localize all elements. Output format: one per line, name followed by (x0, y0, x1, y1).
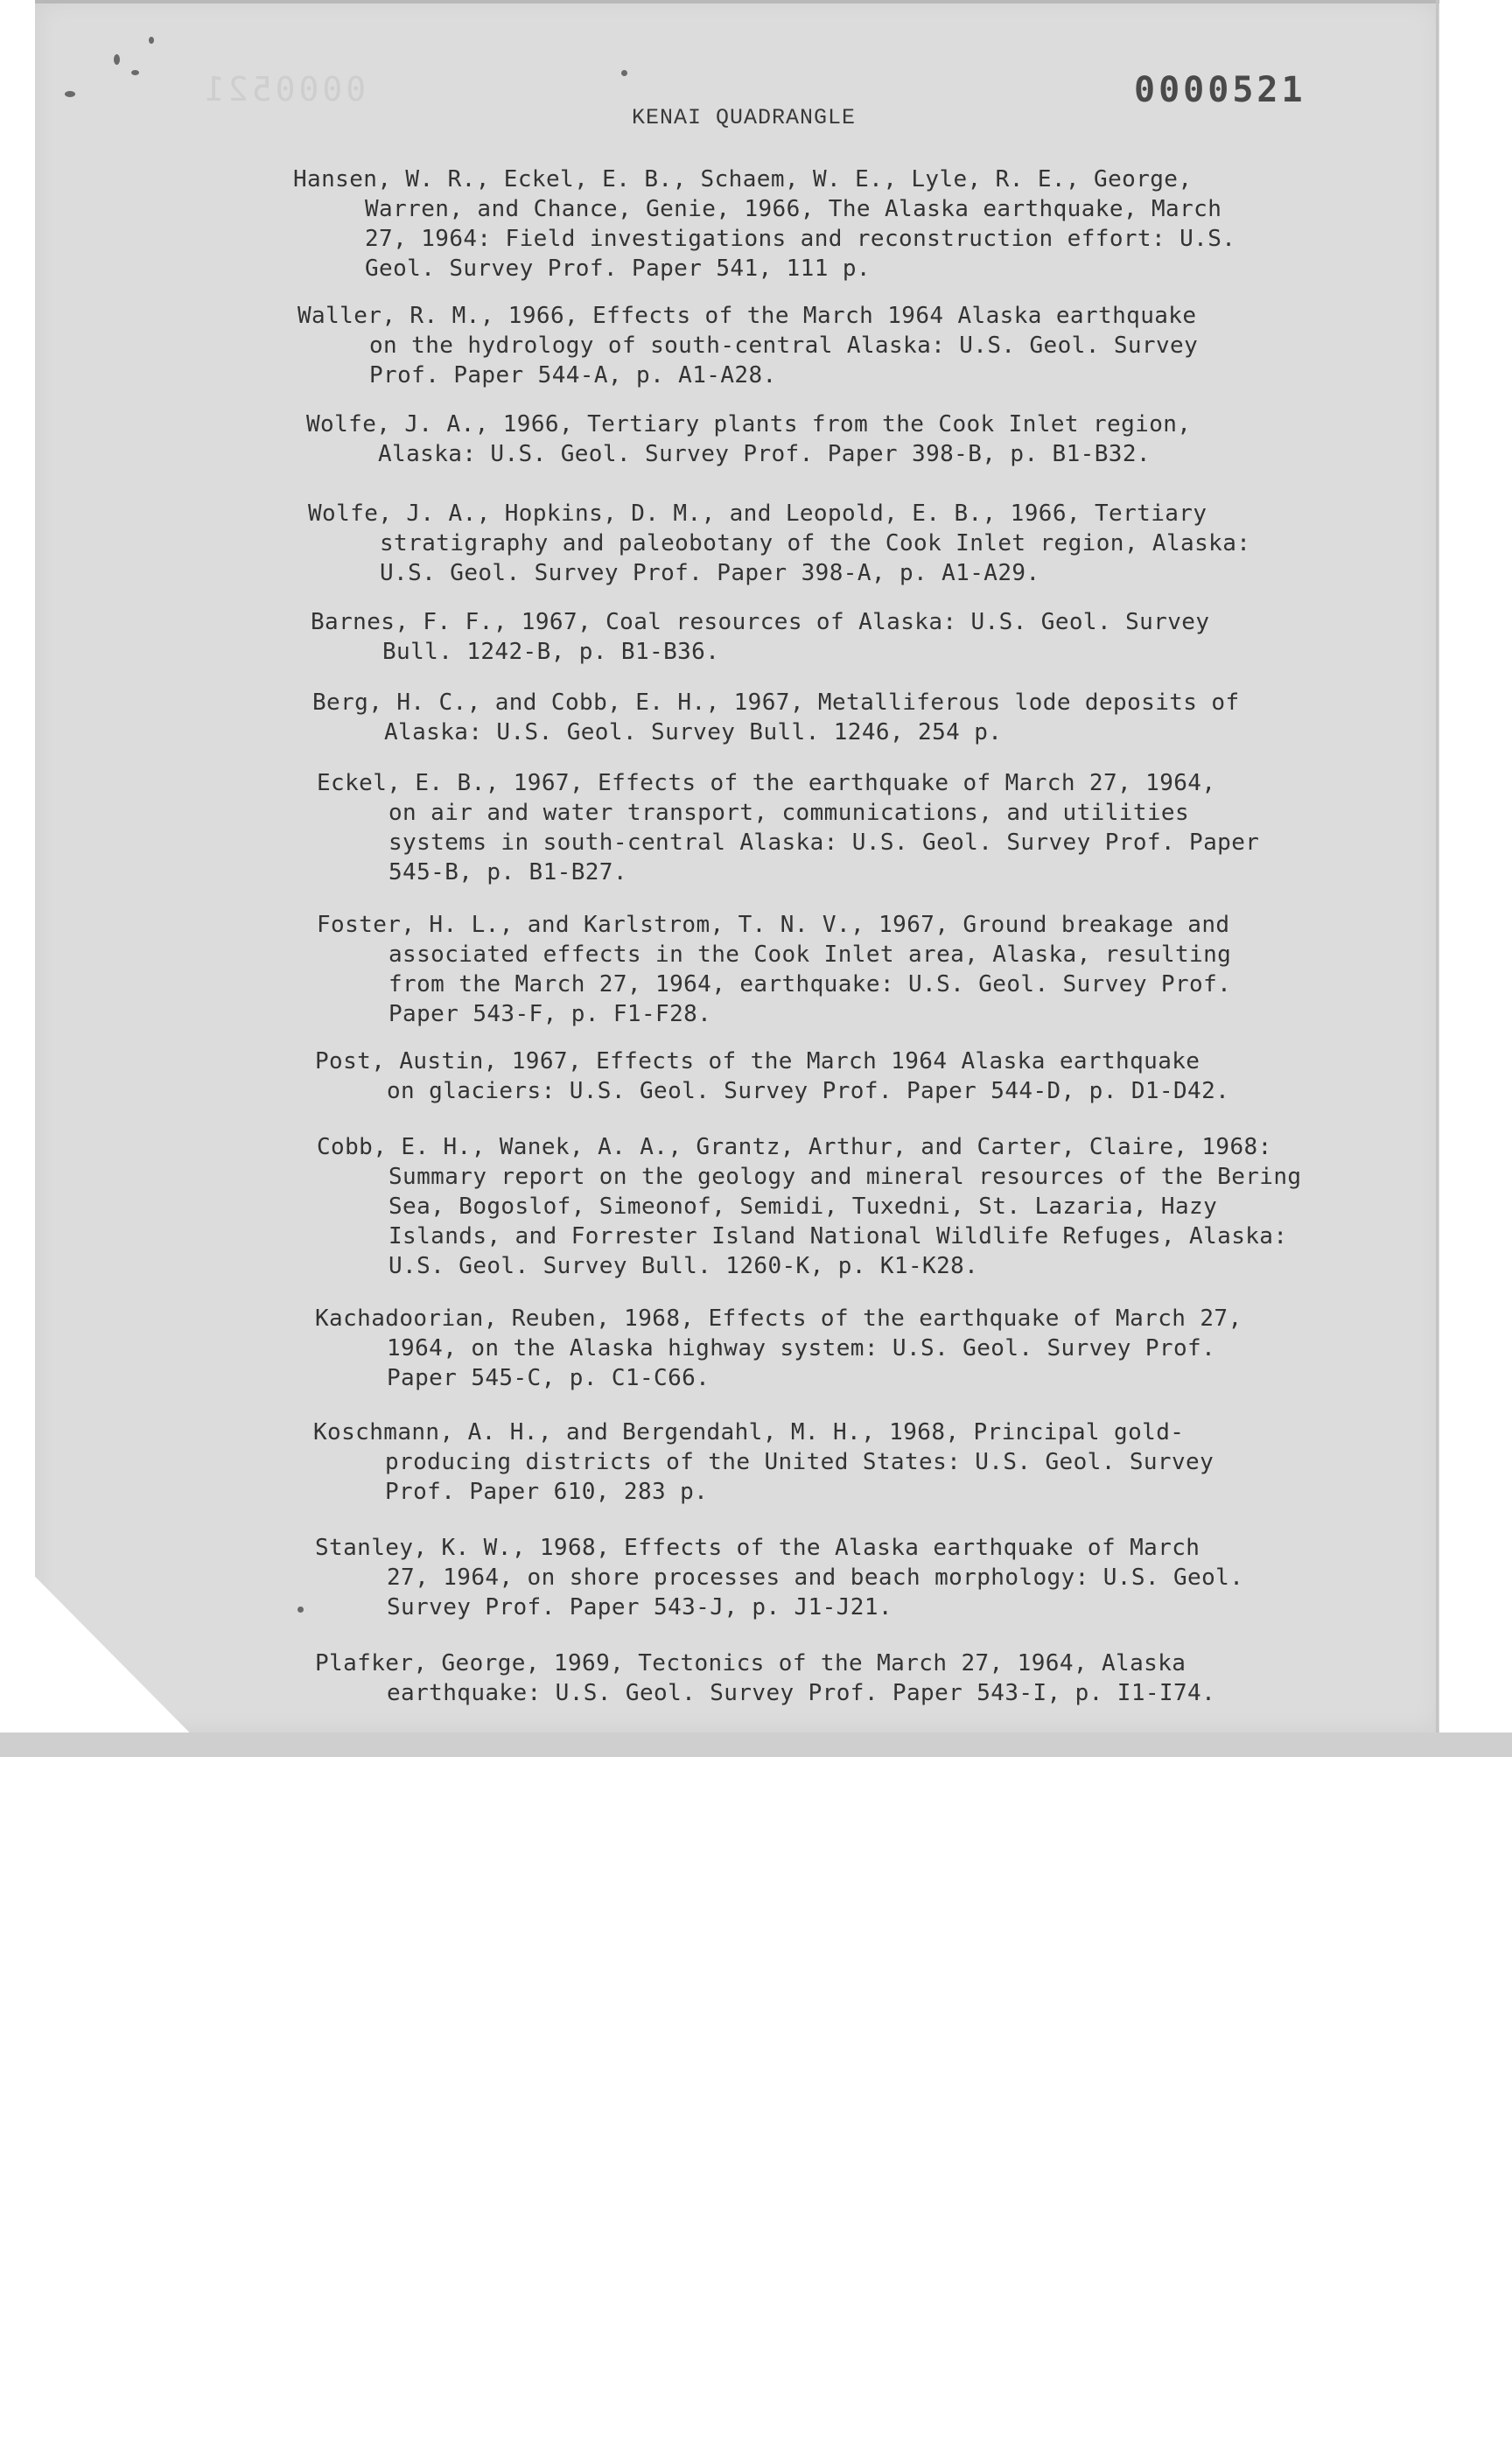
scan-speck (114, 54, 120, 65)
entry-line: Sea, Bogoslof, Simeonof, Semidi, Tuxedni, St. Lazaria, Hazy (388, 1194, 1218, 1220)
entry-line: Hansen, W. R., Eckel, E. B., Schaem, W. E., Lyle, R. E., George, (293, 166, 1193, 192)
reference-entry (315, 1304, 1242, 1393)
entry-line: Alaska: U.S. Geol. Survey Prof. Paper 398-B, p. B1-B32. (378, 441, 1151, 467)
document-number: 0000521 (1134, 70, 1306, 110)
entry-line: Survey Prof. Paper 543-J, p. J1-J21. (387, 1594, 892, 1620)
reference-entry (315, 1648, 1215, 1708)
entry-line: Plafker, George, 1969, Tectonics of the March 27, 1964, Alaska (315, 1650, 1186, 1676)
entry-line: Kachadoorian, Reuben, 1968, Effects of the earthquake of March 27, (315, 1306, 1242, 1332)
entry-line: Summary report on the geology and mineral resources of the Bering (388, 1164, 1302, 1190)
entry-line: U.S. Geol. Survey Prof. Paper 398-A, p. A1-A29. (380, 560, 1040, 586)
entry-line: on air and water transport, communications, and utilities (388, 800, 1190, 826)
entry-line: Bull. 1242-B, p. B1-B36. (382, 639, 720, 665)
scan-speck (621, 70, 627, 76)
entry-line: stratigraphy and paleobotany of the Cook Inlet region, Alaska: (380, 530, 1251, 556)
reference-entry (298, 301, 1198, 390)
entry-line: Stanley, K. W., 1968, Effects of the Alaska earthquake of March (315, 1535, 1200, 1561)
entry-line: Waller, R. M., 1966, Effects of the March 1964 Alaska earthquake (298, 303, 1197, 329)
entry-line: Berg, H. C., and Cobb, E. H., 1967, Metalliferous lode deposits of (312, 690, 1240, 716)
entry-line: on glaciers: U.S. Geol. Survey Prof. Paper 544-D, p. D1-D42. (387, 1078, 1230, 1104)
entry-line: Geol. Survey Prof. Paper 541, 111 p. (365, 256, 871, 282)
entry-line: from the March 27, 1964, earthquake: U.S. Geol. Survey Prof. (388, 971, 1232, 998)
entry-line: Prof. Paper 544-A, p. A1-A28. (369, 362, 777, 388)
entry-line: Eckel, E. B., 1967, Effects of the earthquake of March 27, 1964, (317, 770, 1216, 796)
entry-line: Foster, H. L., and Karlstrom, T. N. V., 1967, Ground breakage and (317, 912, 1230, 938)
scan-speck (298, 1606, 304, 1613)
entry-line: Cobb, E. H., Wanek, A. A., Grantz, Arthur, and Carter, Claire, 1968: (317, 1134, 1272, 1160)
entry-line: U.S. Geol. Survey Bull. 1260-K, p. K1-K28. (388, 1253, 979, 1279)
scan-speck (131, 70, 139, 75)
entry-line: Koschmann, A. H., and Bergendahl, M. H., 1968, Principal gold- (313, 1419, 1185, 1446)
entry-line: 545-B, p. B1-B27. (388, 859, 627, 886)
entry-line: Alaska: U.S. Geol. Survey Bull. 1246, 254 p. (384, 719, 1003, 746)
entry-line: producing districts of the United States: U.S. Geol. Survey (385, 1449, 1214, 1475)
reference-entry (317, 768, 1259, 887)
reference-entry (312, 688, 1240, 747)
entry-line: associated effects in the Cook Inlet area, Alaska, resulting (388, 942, 1232, 968)
entry-line: Wolfe, J. A., Hopkins, D. M., and Leopold, E. B., 1966, Tertiary (308, 500, 1208, 527)
reference-entry (317, 1132, 1301, 1281)
document-title: KENAI QUADRANGLE (632, 105, 857, 130)
reference-entry (308, 499, 1250, 588)
entry-line: 1964, on the Alaska highway system: U.S. Geol. Survey Prof. (387, 1335, 1216, 1362)
entry-line: Warren, and Chance, Genie, 1966, The Alaska earthquake, March (365, 196, 1222, 222)
reference-entry (315, 1533, 1243, 1622)
sheet-right-edge (1436, 0, 1438, 1732)
sheet-top-edge (35, 0, 1439, 4)
reference-entry (313, 1418, 1214, 1507)
bleed-through-number: 0000521 (201, 70, 367, 108)
reference-entry (293, 164, 1236, 284)
entry-line: systems in south-central Alaska: U.S. Geol. Survey Prof. Paper (388, 830, 1260, 856)
entry-line: Islands, and Forrester Island National Wildlife Refuges, Alaska: (388, 1223, 1288, 1250)
reference-entry (317, 910, 1231, 1029)
reference-entry (311, 607, 1209, 667)
entry-line: on the hydrology of south-central Alaska: U.S. Geol. Survey (369, 332, 1199, 359)
entry-line: Prof. Paper 610, 283 p. (385, 1479, 709, 1505)
entry-line: Wolfe, J. A., 1966, Tertiary plants from the Cook Inlet region, (306, 411, 1192, 438)
scan-speck (149, 37, 154, 44)
entry-line: Paper 543-F, p. F1-F28. (388, 1001, 712, 1027)
entry-line: Post, Austin, 1967, Effects of the March 1964 Alaska earthquake (315, 1048, 1200, 1074)
reference-entry (306, 410, 1191, 469)
entry-line: 27, 1964, on shore processes and beach morphology: U.S. Geol. (387, 1564, 1244, 1591)
entry-line: earthquake: U.S. Geol. Survey Prof. Paper 543-I, p. I1-I74. (387, 1680, 1216, 1706)
underlying-sheet-strip (0, 1732, 1512, 1757)
entry-line: Paper 545-C, p. C1-C66. (387, 1365, 710, 1391)
entry-line: Barnes, F. F., 1967, Coal resources of Alaska: U.S. Geol. Survey (311, 609, 1210, 635)
reference-entry (315, 1046, 1229, 1106)
scan-speck (65, 91, 75, 97)
entry-line: 27, 1964: Field investigations and reconstruction effort: U.S. (365, 226, 1236, 252)
